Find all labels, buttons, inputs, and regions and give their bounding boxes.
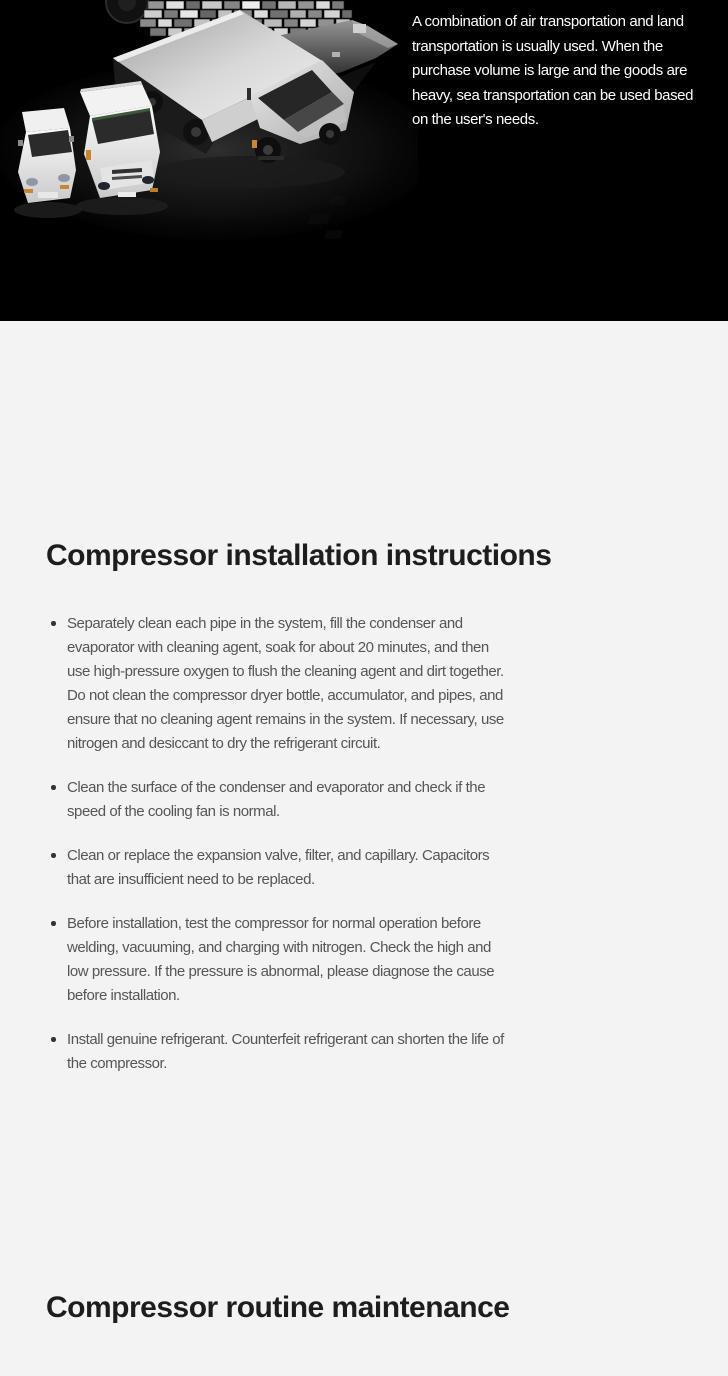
shipping-hero-section: [0, 0, 728, 321]
installation-bullet-list: [46, 612, 512, 1076]
list-item: Install genuine refrigerant. Counterfeit refrigerant can shorten the life of the compressor.: [46, 1028, 512, 1076]
installation-instructions-heading: Compressor installation instructions: [46, 539, 552, 572]
routine-maintenance-heading: Compressor routine maintenance: [46, 1291, 510, 1324]
trucks-and-cargo-ship-illustration: [0, 0, 418, 248]
compressor-info-section: [0, 321, 728, 1325]
list-item: Clean the surface of the condenser and evaporator and check if the speed of the cooling fan is normal.: [46, 776, 512, 824]
list-item: Before installation, test the compressor for normal operation before welding, vacuuming, and charging with nitrogen. Check the high and low pressure. If the pressure is abnormal, please diagnose the cause before installation.: [46, 912, 512, 1008]
shipping-description-text: A combination of air transportation and land transportation is usually used. When the purchase volume is large and the goods are heavy, sea transportation can be used based on the user's needs.: [412, 13, 694, 128]
list-item: Separately clean each pipe in the system, fill the condenser and evaporator with cleaning agent, soak for about 20 minutes, and then use high-pressure oxygen to flush the cleaning agent and dirt together. Do not clean the compressor dryer bottle, accumulator, and pipes, and ensure that no cleaning agent remains in the system. If necessary, use nitrogen and desiccant to dry the refrigerant circuit.: [46, 612, 512, 756]
logistics-photo: [0, 0, 418, 248]
list-item: Clean or replace the expansion valve, filter, and capillary. Capacitors that are insufficient need to be replaced.: [46, 844, 512, 892]
